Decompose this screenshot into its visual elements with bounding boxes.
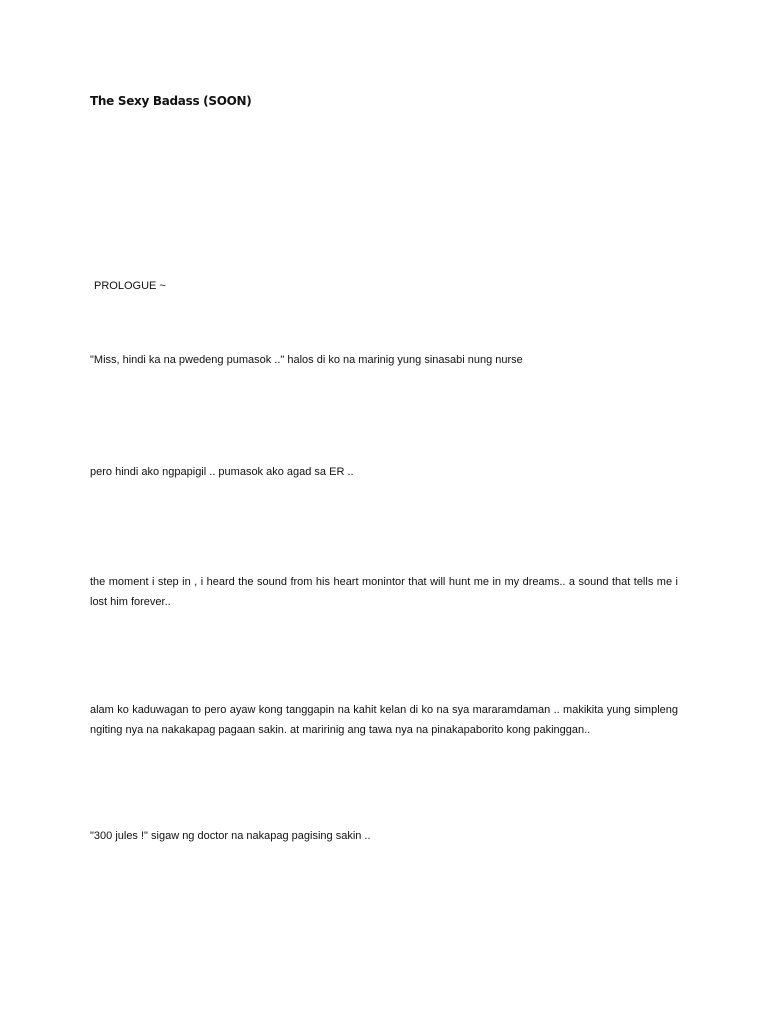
- paragraph: pero hindi ako ngpapigil .. pumasok ako agad sa ER ..: [90, 466, 354, 478]
- paragraph: "300 jules !" sigaw ng doctor na nakapag pagising sakin ..: [90, 830, 371, 842]
- paragraph: alam ko kaduwagan to pero ayaw kong tanggapin na kahit kelan di ko na sya mararamdaman .. makikita yung simpleng ngiting nya na nakakapag pagaan sakin. at maririnig ang tawa nya na pinakapaborito kong pakinggan..: [90, 704, 678, 736]
- paragraph: "Miss, hindi ka na pwedeng pumasok .." halos di ko na marinig yung sinasabi nung nurse: [90, 354, 523, 366]
- document-title: The Sexy Badass (SOON): [90, 94, 252, 108]
- paragraph: the moment i step in , i heard the sound from his heart monintor that will hunt me in my dreams.. a sound that tells me i lost him forever..: [90, 576, 678, 608]
- prologue-heading: PROLOGUE ~: [94, 280, 166, 292]
